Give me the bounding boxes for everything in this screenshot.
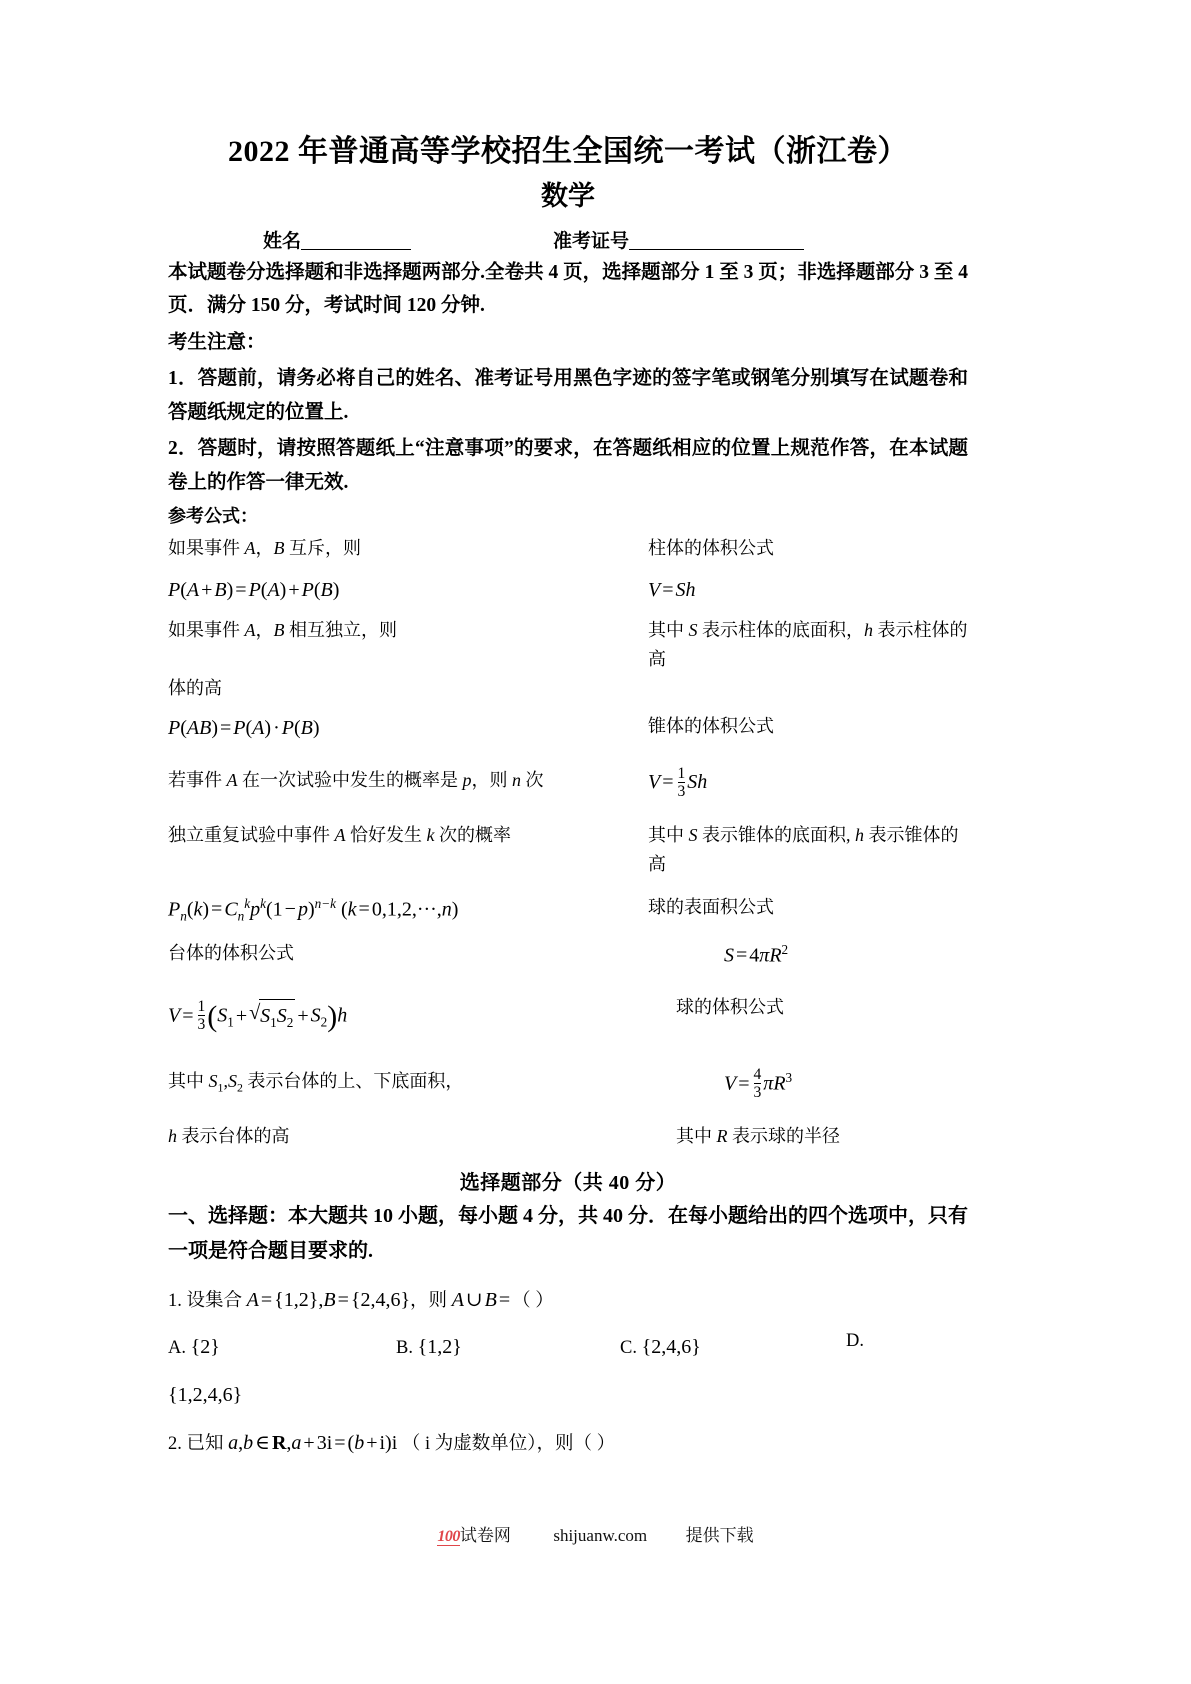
formula-row [168,939,968,972]
formula-row [168,993,968,1041]
prism-volume-label: 柱体的体积公式 [648,537,774,558]
exam-id-field-group [553,226,804,253]
question-2-math: a,b ∈ R,a + 3i = (b + i)i [228,1432,398,1455]
binomial-probability-formula: $P_n(k) = C_n^kp^k(1 - p)^{n-k}$ (k = 0,1,2,···,n) [168,895,459,924]
multiplication-rule-formula: P(AB) = P(A) · P(B) [168,717,320,740]
question-1-answer-paren: （ ） [512,1291,554,1311]
addition-rule-formula: P(A + B) = P(A) + P(B) [168,578,340,601]
question-2-note: （ i 为虚数单位） [401,1434,537,1455]
formula-row [168,893,968,927]
question-2-mid: ，则（ ） [536,1434,616,1455]
question-1-math-sets: A = {1,2},B = {2,4,6} [246,1289,411,1311]
question-2-number: 2. [168,1434,182,1455]
formula-row [168,712,968,744]
reference-formula-heading: 参考公式： [168,506,258,527]
exam-id-label: 准考证号 [553,230,630,252]
question-1-math-union: A ∪ B = [451,1289,511,1311]
sphere-note: 其中 R 表示球的半径 [676,1126,840,1147]
question-1-number: 1. [168,1291,182,1311]
prism-volume-formula: V = Sh [648,578,696,601]
footer-site-url[interactable]: shijuanw.com [553,1526,648,1545]
frustum-volume-label: 台体的体积公式 [168,942,294,963]
bernoulli-intro-line2: 独立重复试验中事件 A 恰好发生 k 次的概率 [168,824,511,845]
option-a-value: {2} [190,1336,220,1359]
subject-title: 数学 [541,180,595,211]
sphere-volume-label: 球的体积公式 [676,997,784,1018]
option-c-letter: C. [620,1338,637,1359]
option-d[interactable] [846,1331,864,1352]
page-title: 2022 年普通高等学校招生全国统一考试（浙江卷） [228,135,908,168]
independent-events-label: 如果事件 A，B 相互独立，则 [168,619,397,640]
sphere-volume-formula: V = $\frac{4}{3}$ $\pi R^3$ [724,1066,793,1102]
name-input-blank[interactable] [301,249,411,250]
question-1-mid: ，则 [410,1291,448,1311]
brand-group [437,1521,511,1546]
option-c-value: {2,4,6} [641,1336,701,1359]
paper-info-text: 本试题卷分选择题和非选择题两部分.全卷共 4 页，选择题部分 1 至 3 页；非选择题部分 3 至 4 页．满分 150 分，考试时间 120 分钟. [168,261,968,317]
cone-volume-label: 锥体的体积公式 [648,716,774,737]
option-b-letter: B. [396,1338,413,1359]
option-a-letter: A. [168,1338,186,1359]
cone-volume-note: 其中 S 表示锥体的底面积, h 表示锥体的高 [648,824,959,874]
formula-row [168,574,968,606]
sphere-area-formula: $S = 4\pi R^2$ [724,941,789,967]
frustum-volume-formula: V = $\frac{1}{3}$ ($S_1$ + √ $S_1S_2 + S_2)h$ [168,993,648,1041]
candidate-info-row [168,226,968,253]
brand-mark-100: 100 [437,1528,460,1545]
option-d-letter: D. [846,1331,864,1352]
exam-id-input-blank[interactable] [629,249,804,250]
formula-row [168,821,968,879]
mutually-exclusive-label: 如果事件 A，B 互斥，则 [168,537,361,558]
formula-row [168,1067,968,1102]
formula-row [168,674,968,704]
option-a[interactable] [168,1331,220,1363]
frustum-note-line1: 其中 $S_1,S_2$ 表示台体的上、下底面积， [168,1071,464,1095]
formula-row [168,534,968,564]
question-1-options [168,1331,968,1365]
independent-events-label-cont: 体的高 [168,678,222,699]
brand-name: 试卷网 [459,1526,511,1545]
question-2-stem [168,1427,968,1460]
sphere-area-label: 球的表面积公式 [648,896,774,917]
frustum-note-line2: h 表示台体的高 [168,1126,290,1147]
formula-row [168,766,968,800]
choice-section-header: 选择题部分（共 40 分） [459,1172,677,1195]
notice-item-1: 1．答题前，请务必将自己的姓名、准考证号用黑色字迹的签字笔或钢笔分别填写在试题卷和答题纸规定的位置上. [168,368,968,423]
option-c[interactable] [620,1331,701,1363]
formula-row [168,1122,968,1152]
name-label: 姓名 [263,230,302,252]
option-d-value-wrap[interactable] [168,1379,968,1411]
option-b-value: {1,2} [417,1336,462,1359]
page-content [168,0,968,1461]
notice-heading: 考生注意： [168,331,266,353]
option-b[interactable] [396,1331,462,1363]
prism-volume-note: 其中 S 表示柱体的底面积，h 表示柱体的高 [648,619,968,670]
name-field-group [263,226,553,253]
question-2-prefix: 已知 [186,1434,224,1455]
footer-watermark [0,1521,1191,1546]
formula-row [168,616,968,674]
cone-volume-formula: V = $\frac{1}{3}$ Sh [648,764,708,800]
choice-section-intro: 一、选择题：本大题共 10 小题，每小题 4 分，共 40 分．在每小题给出的四个选项中，只有一项是符合题目要求的. [168,1205,968,1262]
option-d-value: {1,2,4,6} [168,1384,243,1407]
notice-item-2: 2．答题时，请按照答题纸上“注意事项”的要求，在答题纸相应的位置上规范作答，在本试题卷上的作答一律无效. [168,438,968,493]
bernoulli-intro-line1: 若事件 A 在一次试验中发生的概率是 p，则 n 次 [168,770,544,791]
question-1-prefix: 设集合 [186,1291,243,1311]
question-1-stem [168,1284,968,1317]
reference-formulas [168,534,968,1152]
footer-note: 提供下载 [685,1526,754,1545]
